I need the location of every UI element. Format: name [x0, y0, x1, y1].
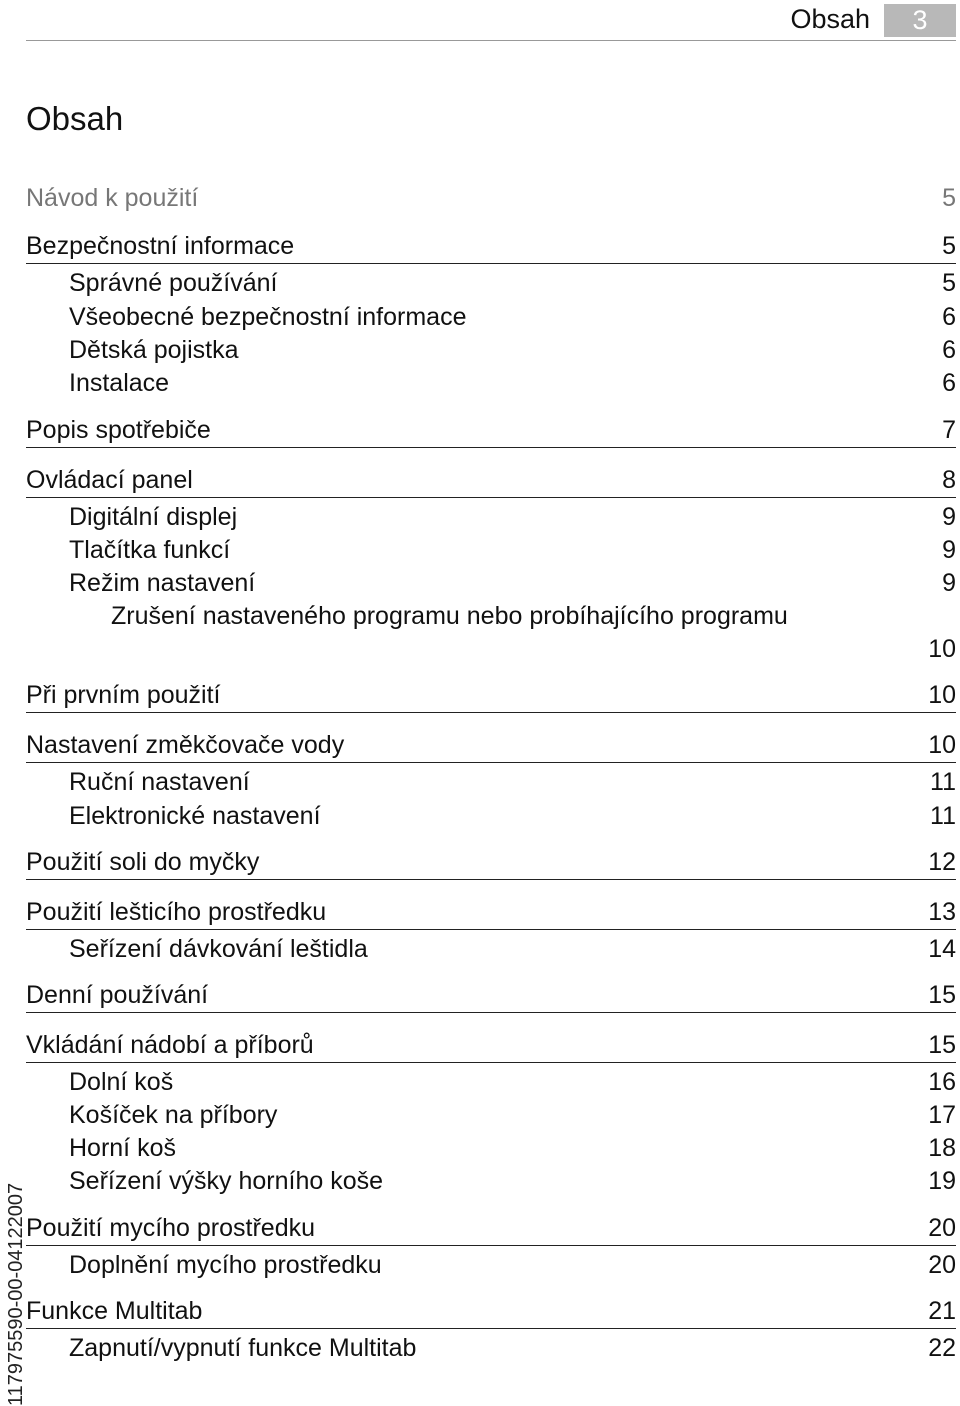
- toc-entry-title: Návod k použití: [26, 184, 199, 212]
- toc-entry-title: Při prvním použití: [26, 681, 221, 709]
- toc-entry-page: 12: [928, 848, 956, 876]
- toc-entry-page: 14: [928, 935, 956, 963]
- toc-entry: [26, 934, 956, 964]
- toc-chapter: [26, 183, 956, 213]
- toc-entry-title: Správné používání: [69, 269, 278, 297]
- toc-entry-title: Zapnutí/vypnutí funkce Multitab: [69, 1334, 417, 1362]
- toc-entry-title: Nastavení změkčovače vody: [26, 731, 345, 759]
- toc-entry-page: 18: [928, 1134, 956, 1162]
- toc-entry-title: Dolní koš: [69, 1068, 174, 1096]
- toc-chapter: [26, 415, 956, 448]
- toc-entry-title: Košíček na příbory: [69, 1101, 278, 1129]
- toc-entry-title: Bezpečnostní informace: [26, 232, 295, 260]
- toc-entry-page: 5: [942, 269, 956, 297]
- toc-entry-title: Horní koš: [69, 1134, 176, 1162]
- toc-entry-page: 8: [942, 466, 956, 494]
- toc-entry: [26, 335, 956, 365]
- toc-entry-page: 22: [928, 1334, 956, 1362]
- toc-entry-page: 10: [928, 635, 956, 663]
- toc-chapter: [26, 1030, 956, 1063]
- toc-entry-page: 15: [928, 1031, 956, 1059]
- toc-chapter: [26, 465, 956, 498]
- toc-entry-page: 11: [930, 802, 956, 830]
- toc-entry-page: 7: [942, 416, 956, 444]
- header-divider: [26, 40, 956, 41]
- toc-entry: [26, 1133, 956, 1163]
- toc-chapter: [26, 847, 956, 880]
- toc-entry: [26, 801, 956, 831]
- toc-entry-page: 10: [928, 681, 956, 709]
- toc-entry-title: Použití soli do myčky: [26, 848, 260, 876]
- toc-entry: [26, 1250, 956, 1280]
- toc-entry-page: 10: [928, 731, 956, 759]
- toc-entry-title: Ruční nastavení: [69, 768, 250, 796]
- toc-entry-title: Popis spotřebiče: [26, 416, 211, 444]
- toc-entry-title: Seřízení výšky horního koše: [69, 1167, 384, 1195]
- toc-entry: [26, 1067, 956, 1097]
- header-section-label: Obsah: [790, 4, 870, 34]
- toc-entry-title: Digitální displej: [69, 503, 238, 531]
- toc-entry-page: 13: [928, 898, 956, 926]
- toc-entry: [26, 1333, 956, 1363]
- document-code: 117975590-00-04122007: [5, 1182, 27, 1406]
- toc-entry-title: Režim nastavení: [69, 569, 256, 597]
- toc-entry-page: 9: [942, 569, 956, 597]
- toc-entry-title: Tlačítka funkcí: [69, 536, 231, 564]
- toc-entry-title: Funkce Multitab: [26, 1297, 203, 1325]
- toc-entry-page: 16: [928, 1068, 956, 1096]
- toc-entry-page: 9: [942, 536, 956, 564]
- toc-entry: [26, 302, 956, 332]
- toc-chapter: [26, 897, 956, 930]
- toc-entry-title: Seřízení dávkování leštidla: [69, 935, 368, 963]
- toc-entry-title: Zrušení nastaveného programu nebo probíhajícího programu: [111, 602, 788, 630]
- toc-entry-title: Instalace: [69, 369, 170, 397]
- toc-entry-title: Použití mycího prostředku: [26, 1214, 316, 1242]
- toc-entry-page: 17: [928, 1101, 956, 1129]
- toc-entry-title: Použití lešticího prostředku: [26, 898, 327, 926]
- page-title: Obsah: [26, 100, 124, 137]
- toc-entry-title: Ovládací panel: [26, 466, 193, 494]
- toc-entry-page: 6: [942, 369, 956, 397]
- toc-chapter: [26, 231, 956, 264]
- toc-entry-page: 5: [942, 184, 956, 212]
- toc-chapter: [26, 730, 956, 763]
- toc-chapter: [26, 1296, 956, 1329]
- toc-entry-page: 6: [942, 336, 956, 364]
- toc-entry-page: 19: [928, 1167, 956, 1195]
- toc-chapter: [26, 680, 956, 713]
- toc-entry: [26, 368, 956, 398]
- toc-entry-page: 6: [942, 303, 956, 331]
- toc-entry-title: Doplnění mycího prostředku: [69, 1251, 382, 1279]
- toc-entry: [26, 268, 956, 298]
- toc-entry-title: Vkládání nádobí a příborů: [26, 1031, 314, 1059]
- toc-entry-title: Elektronické nastavení: [69, 802, 321, 830]
- header-page-number: 3: [884, 4, 956, 37]
- toc-entry-title: Dětská pojistka: [69, 336, 239, 364]
- toc-entry-page: 15: [928, 981, 956, 1009]
- toc-entry-page: 5: [942, 232, 956, 260]
- toc-entry: [26, 502, 956, 532]
- toc-entry-page: 9: [942, 503, 956, 531]
- toc-chapter: [26, 1213, 956, 1246]
- toc-entry-title: Všeobecné bezpečnostní informace: [69, 303, 467, 331]
- toc-entry-title: Denní používání: [26, 981, 209, 1009]
- toc-chapter: [26, 980, 956, 1013]
- toc-entry: [26, 568, 956, 598]
- toc-entry: [26, 601, 956, 631]
- toc-entry-page: 11: [930, 768, 956, 796]
- toc-entry: [26, 767, 956, 797]
- toc-entry: [26, 1100, 956, 1130]
- toc-entry-page: 20: [928, 1214, 956, 1242]
- toc-entry-page: 21: [928, 1297, 956, 1325]
- toc-entry: [26, 535, 956, 565]
- toc-entry-page: 20: [928, 1251, 956, 1279]
- toc-entry: [26, 1166, 956, 1196]
- page-header: [0, 0, 960, 42]
